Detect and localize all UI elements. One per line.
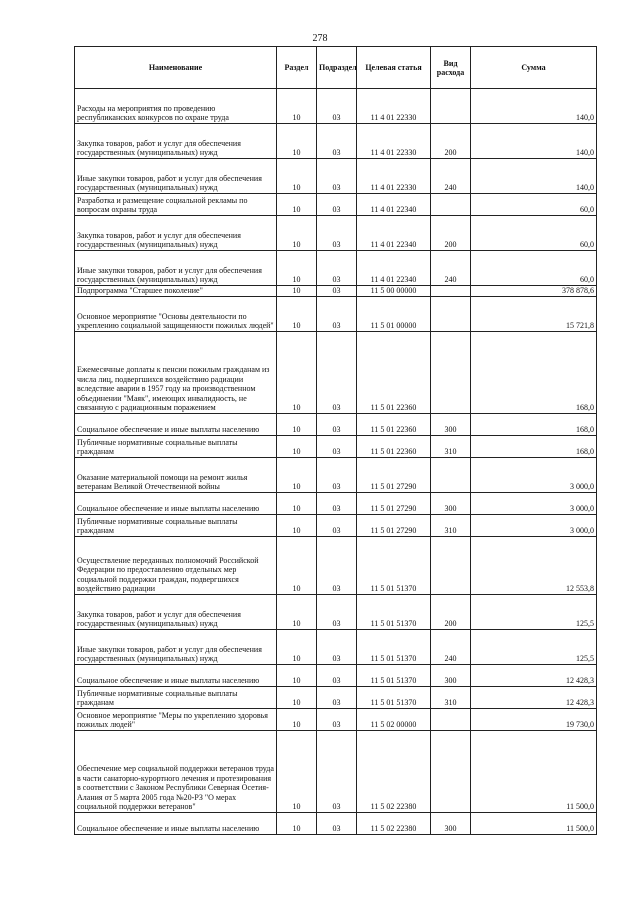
column-header-amount: Сумма [471,47,597,89]
table-cell-subsection: 03 [317,436,357,458]
table-row [75,159,597,194]
table-row [75,665,597,687]
table-row [75,89,597,124]
table-cell-section: 10 [277,493,317,515]
table-cell-expense-type [431,537,471,595]
table-cell-expense-type: 300 [431,414,471,436]
table-cell-target-article: 11 5 00 00000 [357,286,431,297]
table-cell-amount: 3 000,0 [471,493,597,515]
table-cell-section: 10 [277,665,317,687]
column-header-name: Наименование [75,47,277,89]
table-cell-section: 10 [277,251,317,286]
table-cell-amount: 378 878,6 [471,286,597,297]
table-cell-name: Публичные нормативные социальные выплаты гражданам [75,687,277,709]
table-cell-amount: 3 000,0 [471,515,597,537]
table-cell-name: Разработка и размещение социальной рекламы по вопросам охраны труда [75,194,277,216]
table-cell-expense-type [431,458,471,493]
table-cell-target-article: 11 5 01 22360 [357,414,431,436]
table-header-row [75,47,597,89]
table-cell-expense-type [431,731,471,813]
table-cell-subsection: 03 [317,731,357,813]
table-cell-amount: 12 428,3 [471,665,597,687]
table-row [75,595,597,630]
column-header-subsection: Подраздел [317,47,357,89]
table-cell-section: 10 [277,515,317,537]
table-cell-target-article: 11 4 01 22330 [357,159,431,194]
table-cell-amount: 168,0 [471,414,597,436]
table-cell-section: 10 [277,414,317,436]
table-row [75,709,597,731]
table-row [75,332,597,414]
table-cell-section: 10 [277,630,317,665]
table-cell-section: 10 [277,159,317,194]
table-cell-subsection: 03 [317,194,357,216]
table-cell-subsection: 03 [317,89,357,124]
table-cell-target-article: 11 5 01 27290 [357,458,431,493]
table-cell-name: Иные закупки товаров, работ и услуг для обеспечения государственных (муниципальных) нужд [75,630,277,665]
table-cell-target-article: 11 5 02 22380 [357,731,431,813]
table-cell-subsection: 03 [317,595,357,630]
table-cell-section: 10 [277,332,317,414]
table-cell-section: 10 [277,216,317,251]
table-row [75,286,597,297]
table-cell-name: Иные закупки товаров, работ и услуг для обеспечения государственных (муниципальных) нужд [75,251,277,286]
table-cell-amount: 12 553,8 [471,537,597,595]
table-cell-target-article: 11 5 01 51370 [357,537,431,595]
table-row [75,813,597,835]
table-cell-target-article: 11 5 01 51370 [357,595,431,630]
table-cell-expense-type: 310 [431,515,471,537]
table-cell-subsection: 03 [317,709,357,731]
table-cell-target-article: 11 4 01 22330 [357,124,431,159]
table-cell-target-article: 11 5 01 00000 [357,297,431,332]
table-cell-subsection: 03 [317,813,357,835]
table-cell-section: 10 [277,687,317,709]
column-header-expense-type: Вид расхода [431,47,471,89]
table-cell-subsection: 03 [317,286,357,297]
table-cell-target-article: 11 5 02 00000 [357,709,431,731]
table-cell-expense-type: 240 [431,159,471,194]
table-cell-amount: 11 500,0 [471,731,597,813]
table-cell-name: Оказание материальной помощи на ремонт жилья ветеранам Великой Отечественной войны [75,458,277,493]
table-cell-expense-type [431,286,471,297]
table-cell-expense-type: 200 [431,595,471,630]
table-cell-expense-type: 300 [431,813,471,835]
table-row [75,687,597,709]
table-cell-section: 10 [277,194,317,216]
table-cell-name: Ежемесячные доплаты к пенсии пожилым гражданам из числа лиц, подвергшихся воздействию радиации вследствие аварии в 1957 году на производственном объединении "Маяк", имеющих инвалидность, не связанную с радиационным поражением [75,332,277,414]
table-cell-amount: 15 721,8 [471,297,597,332]
table-cell-subsection: 03 [317,515,357,537]
table-cell-name: Публичные нормативные социальные выплаты гражданам [75,436,277,458]
table-cell-amount: 140,0 [471,124,597,159]
table-cell-amount: 60,0 [471,194,597,216]
table-row [75,515,597,537]
table-cell-target-article: 11 4 01 22340 [357,194,431,216]
table-cell-name: Иные закупки товаров, работ и услуг для обеспечения государственных (муниципальных) нужд [75,159,277,194]
table-cell-subsection: 03 [317,537,357,595]
table-cell-expense-type: 310 [431,687,471,709]
table-cell-amount: 11 500,0 [471,813,597,835]
table-cell-target-article: 11 5 01 27290 [357,515,431,537]
table-cell-subsection: 03 [317,665,357,687]
table-cell-subsection: 03 [317,159,357,194]
table-cell-section: 10 [277,537,317,595]
table-cell-section: 10 [277,297,317,332]
table-cell-expense-type [431,297,471,332]
table-cell-expense-type [431,194,471,216]
table-cell-name: Социальное обеспечение и иные выплаты населению [75,813,277,835]
table-cell-name: Публичные нормативные социальные выплаты гражданам [75,515,277,537]
table-cell-subsection: 03 [317,458,357,493]
table-cell-name: Социальное обеспечение и иные выплаты населению [75,493,277,515]
table-cell-target-article: 11 4 01 22330 [357,89,431,124]
table-cell-target-article: 11 5 02 22380 [357,813,431,835]
table-cell-amount: 168,0 [471,436,597,458]
table-cell-target-article: 11 5 01 22360 [357,436,431,458]
column-header-target-article: Целевая статья [357,47,431,89]
table-cell-amount: 140,0 [471,89,597,124]
table-row [75,493,597,515]
table-cell-target-article: 11 5 01 22360 [357,332,431,414]
table-cell-subsection: 03 [317,297,357,332]
table-cell-target-article: 11 4 01 22340 [357,216,431,251]
table-row [75,124,597,159]
table-cell-name: Закупка товаров, работ и услуг для обеспечения государственных (муниципальных) нужд [75,216,277,251]
table-row [75,731,597,813]
table-cell-amount: 60,0 [471,216,597,251]
table-cell-expense-type: 300 [431,665,471,687]
table-row [75,436,597,458]
table-cell-amount: 19 730,0 [471,709,597,731]
table-row [75,251,597,286]
table-row [75,216,597,251]
table-cell-subsection: 03 [317,124,357,159]
table-cell-expense-type: 240 [431,630,471,665]
table-cell-expense-type [431,89,471,124]
table-cell-amount: 12 428,3 [471,687,597,709]
table-cell-section: 10 [277,458,317,493]
table-cell-expense-type [431,332,471,414]
table-row [75,414,597,436]
table-cell-name: Основное мероприятие "Основы деятельности по укреплению социальной защищенности пожилых людей" [75,297,277,332]
column-header-section: Раздел [277,47,317,89]
table-cell-name: Подпрограмма "Старшее поколение" [75,286,277,297]
table-cell-amount: 125,5 [471,595,597,630]
table-cell-section: 10 [277,436,317,458]
table-cell-section: 10 [277,89,317,124]
table-row [75,297,597,332]
table-cell-target-article: 11 5 01 27290 [357,493,431,515]
table-cell-target-article: 11 4 01 22340 [357,251,431,286]
table-cell-expense-type: 240 [431,251,471,286]
table-cell-subsection: 03 [317,687,357,709]
table-cell-name: Расходы на мероприятия по проведению республиканских конкурсов по охране труда [75,89,277,124]
table-cell-name: Закупка товаров, работ и услуг для обеспечения государственных (муниципальных) нужд [75,124,277,159]
table-cell-expense-type: 200 [431,124,471,159]
table-cell-subsection: 03 [317,414,357,436]
table-cell-name: Социальное обеспечение и иные выплаты населению [75,414,277,436]
table-cell-expense-type: 310 [431,436,471,458]
table-row [75,537,597,595]
table-cell-expense-type: 300 [431,493,471,515]
table-cell-name: Основное мероприятие "Меры по укреплению здоровья пожилых людей" [75,709,277,731]
table-cell-target-article: 11 5 01 51370 [357,687,431,709]
table-cell-target-article: 11 5 01 51370 [357,665,431,687]
table-cell-name: Обеспечение мер социальной поддержки ветеранов труда в части санаторно-курортного лечения и протезирования в соответствии с Законом Республики Северная Осетия-Алания от 5 марта 2005 года №20-РЗ "О мерах социальной поддержки ветеранов" [75,731,277,813]
table-row [75,630,597,665]
table-cell-amount: 168,0 [471,332,597,414]
table-cell-expense-type [431,709,471,731]
table-cell-section: 10 [277,709,317,731]
table-cell-section: 10 [277,813,317,835]
table-cell-section: 10 [277,595,317,630]
page-number: 278 [312,33,328,44]
table-cell-section: 10 [277,286,317,297]
table-cell-subsection: 03 [317,493,357,515]
table-cell-section: 10 [277,731,317,813]
table-cell-subsection: 03 [317,216,357,251]
table-cell-name: Осуществление переданных полномочий Российской Федерации по предоставлению отдельных мер социальной поддержки граждан, подвергшихся воздействию радиации [75,537,277,595]
table-cell-amount: 140,0 [471,159,597,194]
table-cell-target-article: 11 5 01 51370 [357,630,431,665]
table-cell-name: Закупка товаров, работ и услуг для обеспечения государственных (муниципальных) нужд [75,595,277,630]
table-cell-subsection: 03 [317,630,357,665]
table-row [75,194,597,216]
table-cell-section: 10 [277,124,317,159]
table-cell-amount: 3 000,0 [471,458,597,493]
table-cell-subsection: 03 [317,251,357,286]
table-cell-amount: 60,0 [471,251,597,286]
budget-table [74,46,597,835]
table-cell-name: Социальное обеспечение и иные выплаты населению [75,665,277,687]
table-cell-subsection: 03 [317,332,357,414]
table-row [75,458,597,493]
table-cell-amount: 125,5 [471,630,597,665]
table-cell-expense-type: 200 [431,216,471,251]
